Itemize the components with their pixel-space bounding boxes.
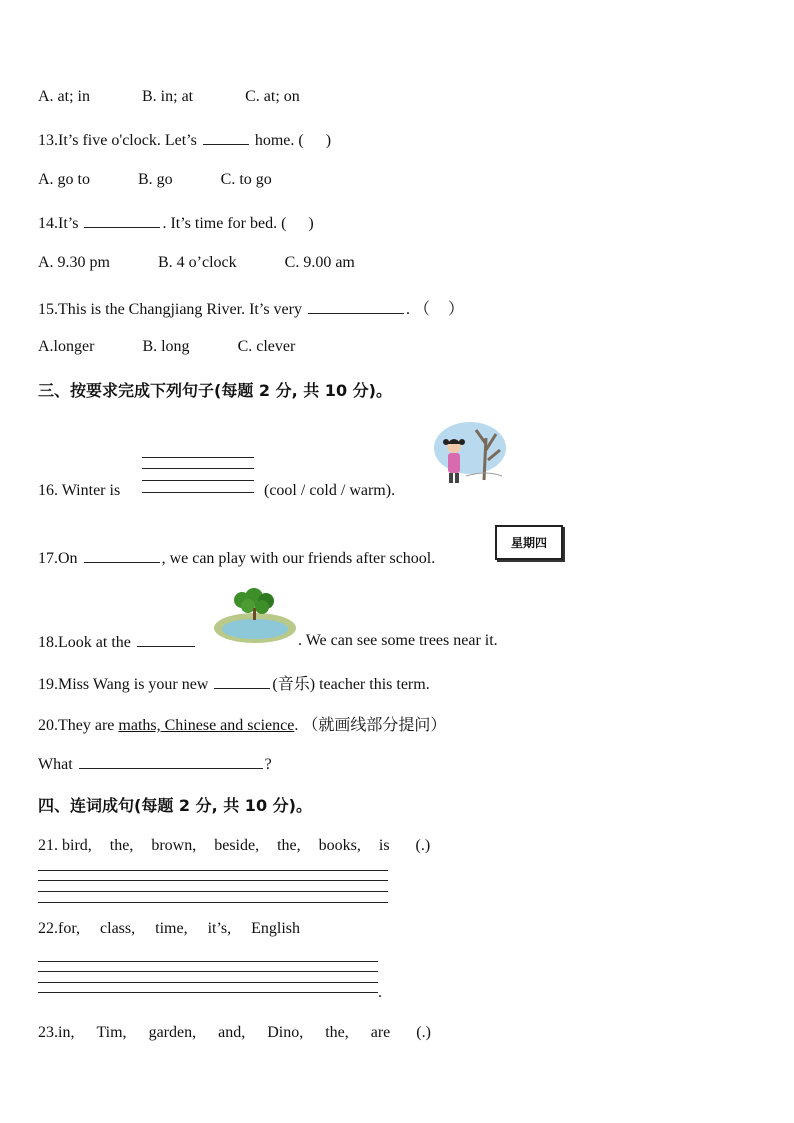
q12-option-c: C. at; on <box>245 88 300 105</box>
question-20 <box>38 712 446 735</box>
q12-option-b: B. in; at <box>142 88 194 105</box>
q22-word: 22.for, <box>38 920 81 937</box>
q23-word: the, <box>325 1024 349 1041</box>
q21-word: beside, <box>214 837 260 854</box>
q16-line-4[interactable] <box>142 492 254 493</box>
q23-word: and, <box>218 1024 246 1041</box>
q21-word: the, <box>277 837 301 854</box>
question-19 <box>38 671 430 694</box>
q22-word: time, <box>155 920 188 937</box>
q13-blank[interactable] <box>203 130 249 145</box>
q21-answer-line-2 <box>38 880 388 881</box>
question-15 <box>38 296 464 319</box>
q21-word: is <box>378 837 390 854</box>
q21-answer-line-3 <box>38 891 388 892</box>
q15-text-after: . （ <box>405 301 430 318</box>
pond-with-trees-image <box>212 588 298 646</box>
q13-option-a: A. go to <box>38 171 90 188</box>
q22-answer-line-4[interactable] <box>38 992 378 993</box>
q22-word: it’s, <box>207 920 232 937</box>
q22-answer-line-3 <box>38 982 378 983</box>
q22-answer-line-2 <box>38 971 378 972</box>
q22-answer-line-1 <box>38 961 378 962</box>
q13-text-after: home. ( <box>250 132 304 149</box>
q13-text: 13.It’s five o'clock. Let’s <box>38 132 201 149</box>
q15-paren-close: ） <box>447 301 464 318</box>
q13-options <box>38 171 272 189</box>
q13-paren-close: ) <box>325 132 332 149</box>
q14-text-after: . It’s time for bed. ( <box>162 215 287 232</box>
q14-options <box>38 254 355 272</box>
q23-word: Tim, <box>96 1024 127 1041</box>
q23-word: Dino, <box>267 1024 304 1041</box>
weekday-card: 星期四 <box>495 525 563 560</box>
q21-answer-line-4[interactable] <box>38 902 388 903</box>
q21-word: brown, <box>151 837 197 854</box>
q16-line-2 <box>142 468 254 469</box>
q16-line-3 <box>142 480 254 481</box>
q20-text: 20.They are <box>38 717 119 734</box>
question-21-words <box>38 837 430 855</box>
q17-blank[interactable] <box>84 548 160 563</box>
q20-underlined-part: maths, Chinese and science <box>118 717 295 734</box>
q23-word: 23.in, <box>38 1024 75 1041</box>
q15-blank[interactable] <box>308 299 404 314</box>
q22-word: English <box>251 920 301 937</box>
question-23-words <box>38 1024 431 1042</box>
q15-option-a: A.longer <box>38 338 95 355</box>
q20-instruction: . （就画线部分提问） <box>294 717 447 734</box>
q16-line-1 <box>142 457 254 458</box>
q19-blank[interactable] <box>214 674 270 689</box>
q21-word: 21. bird, <box>38 837 92 854</box>
question-13 <box>38 130 331 150</box>
q23-word: are <box>370 1024 391 1041</box>
q21-word: (.) <box>415 837 431 854</box>
question-22-words <box>38 920 300 938</box>
q12-option-a: A. at; in <box>38 88 90 105</box>
q16-choices: (cool / cold / warm). <box>264 482 396 499</box>
q19-text: 19.Miss Wang is your new <box>38 676 213 693</box>
section-4-title: 四、连词成句(每题 2 分, 共 10 分)。 <box>38 796 312 815</box>
q15-option-b: B. long <box>142 338 190 355</box>
question-14 <box>38 213 314 233</box>
q15-options <box>38 338 295 356</box>
q22-end-period: . <box>378 984 382 1001</box>
q13-option-c: C. to go <box>220 171 272 188</box>
q21-answer-line-1 <box>38 870 388 871</box>
q21-word: the, <box>109 837 134 854</box>
q23-word: (.) <box>416 1024 431 1041</box>
q18-blank[interactable] <box>137 632 195 647</box>
q14-paren-close: ) <box>308 215 314 232</box>
q15-text: 15.This is the Changjiang River. It’s very <box>38 301 306 318</box>
q22-word: class, <box>100 920 136 937</box>
q21-word: books, <box>318 837 361 854</box>
q16-text: 16. Winter is <box>38 482 121 499</box>
q14-option-a: A. 9.30 pm <box>38 254 110 271</box>
q23-word: garden, <box>148 1024 197 1041</box>
q14-text: 14.It’s <box>38 215 83 232</box>
q14-option-c: C. 9.00 am <box>284 254 355 271</box>
q12-options <box>38 88 300 106</box>
q20-what-line <box>38 754 272 774</box>
q14-blank[interactable] <box>84 213 160 228</box>
q17-text: 17.On <box>38 550 82 567</box>
q18-text: 18.Look at the <box>38 634 135 651</box>
winter-girl-image <box>426 420 506 490</box>
q19-text-after: (音乐) teacher this term. <box>272 676 430 693</box>
q13-option-b: B. go <box>138 171 173 188</box>
q14-option-b: B. 4 o’clock <box>158 254 237 271</box>
q15-option-c: C. clever <box>237 338 296 355</box>
section-3-title: 三、按要求完成下列句子(每题 2 分, 共 10 分)。 <box>38 381 392 400</box>
q20-what-text: What <box>38 756 77 773</box>
q18-text-after: . We can see some trees near it. <box>298 632 498 649</box>
question-17 <box>38 548 435 568</box>
q20-question-mark: ? <box>264 756 272 773</box>
q17-text-after: , we can play with our friends after school. <box>161 550 436 567</box>
question-18 <box>38 632 197 652</box>
q20-blank[interactable] <box>79 754 263 769</box>
